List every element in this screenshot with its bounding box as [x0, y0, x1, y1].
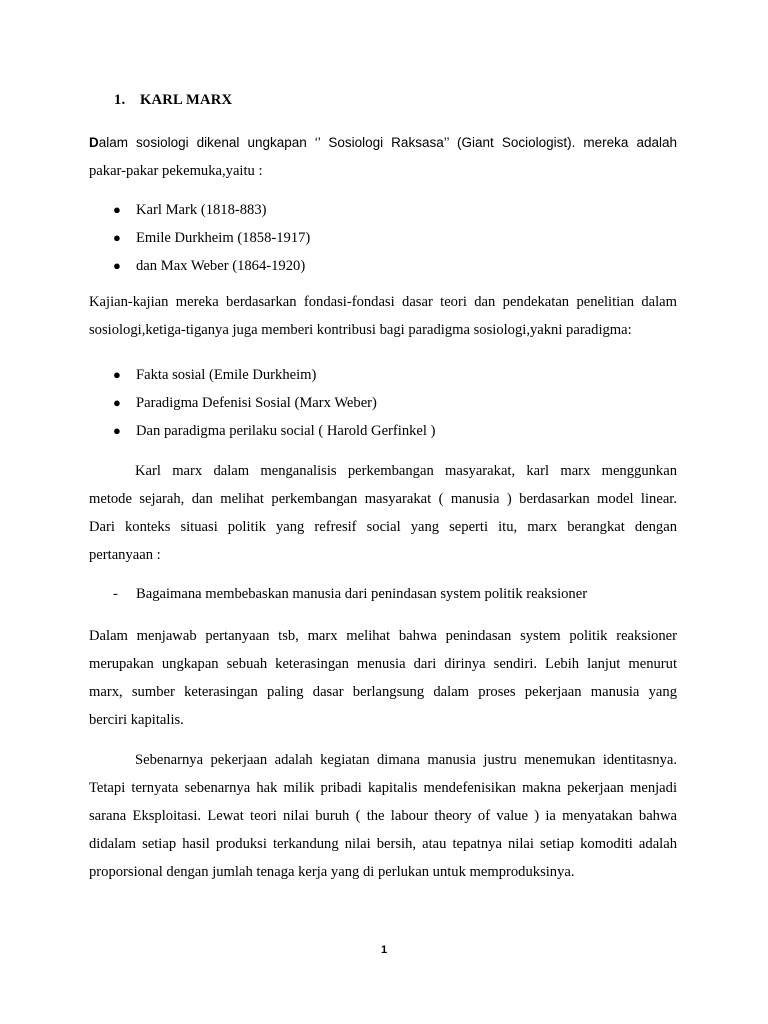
- paragraph-line: Karl marx dalam menganalisis perkembangan masyarakat, karl marx menggunkan: [135, 463, 677, 479]
- marx-paragraph: [89, 457, 677, 569]
- paragraph-line: berciri kapitalis.: [89, 712, 184, 728]
- paragraph-line: merupakan ungkapan sebuah keterasingan menusia dari dirinya sendiri. Lebih lanjut menurut: [89, 656, 677, 672]
- paragraph-line: Dari konteks situasi politik yang refresif social yang seperti itu, marx berangkat dengan: [89, 519, 677, 535]
- page-number: 1: [380, 944, 388, 956]
- bullet-icon: ●: [113, 395, 121, 410]
- question-item: [113, 586, 587, 603]
- dash-icon: -: [113, 586, 118, 602]
- bullet-icon: ●: [113, 230, 121, 245]
- list-item: ● Emile Durkheim (1858-1917): [113, 224, 310, 252]
- section-heading: [114, 92, 232, 109]
- study-paragraph: [89, 288, 677, 344]
- paragraph-line: Sebenarnya pekerjaan adalah kegiatan dimana manusia justru menemukan identitasnya.: [135, 752, 677, 768]
- paradigm-list: [113, 361, 435, 445]
- paragraph-line: Tetapi ternyata sebenarnya hak milik pribadi kapitalis mendefenisikan makna pekerjaan menjadi: [89, 780, 677, 796]
- paragraph-line: didalam setiap hasil produksi terkandung nilai bersih, atau tepatnya nilai setiap komoditi adalah: [89, 836, 677, 852]
- paragraph-line: sosiologi,ketiga-tiganya juga memberi kontribusi bagi paradigma sosiologi,yakni paradigma:: [89, 322, 632, 338]
- paragraph-line: sarana Eksploitasi. Lewat teori nilai buruh ( the labour theory of value ) ia menyatakan bahwa: [89, 808, 677, 824]
- list-item: ● Paradigma Defenisi Sosial (Marx Weber): [113, 389, 435, 417]
- intro-line-1: [89, 129, 677, 157]
- heading-number: 1.: [114, 92, 126, 108]
- intro-paragraph: [89, 129, 677, 185]
- list-item: ● dan Max Weber (1864-1920): [113, 252, 310, 280]
- bullet-icon: ●: [113, 423, 121, 438]
- intro-line-1-text: alam sosiologi dikenal ungkapan ‘’ Sosiologi Raksasa’’ (Giant Sociologist). mereka adalah: [98, 135, 677, 150]
- paragraph-line: Kajian-kajian mereka berdasarkan fondasi-fondasi dasar teori dan pendekatan penelitian dalam: [89, 294, 677, 310]
- list-item: ● Karl Mark (1818-883): [113, 196, 310, 224]
- bullet-icon: ●: [113, 367, 121, 382]
- paragraph-line: pertanyaan :: [89, 547, 161, 563]
- bullet-icon: ●: [113, 258, 121, 273]
- paragraph-line: marx, sumber keterasingan paling dasar berlangsung dalam proses pekerjaan manusia yang: [89, 684, 677, 700]
- question-text: Bagaimana membebaskan manusia dari penindasan system politik reaksioner: [136, 586, 588, 602]
- paragraph-line: proporsional dengan jumlah tenaga kerja yang di perlukan untuk memproduksinya.: [89, 864, 575, 880]
- intro-first-letter: D: [89, 135, 99, 150]
- answer-paragraph: [89, 622, 677, 734]
- paragraph-line: metode sejarah, dan melihat perkembangan masyarakat ( manusia ) berdasarkan model linear.: [89, 491, 677, 507]
- sociologist-list: [113, 196, 310, 280]
- intro-line-2: pakar-pakar pekemuka,yaitu :: [89, 163, 263, 179]
- heading-title: KARL MARX: [140, 92, 233, 108]
- list-item: ● Dan paradigma perilaku social ( Harold Gerfinkel ): [113, 417, 435, 445]
- paragraph-line: Dalam menjawab pertanyaan tsb, marx melihat bahwa penindasan system politik reaksioner: [89, 628, 677, 644]
- bullet-icon: ●: [113, 202, 121, 217]
- work-paragraph: [89, 746, 677, 886]
- list-item: ● Fakta sosial (Emile Durkheim): [113, 361, 435, 389]
